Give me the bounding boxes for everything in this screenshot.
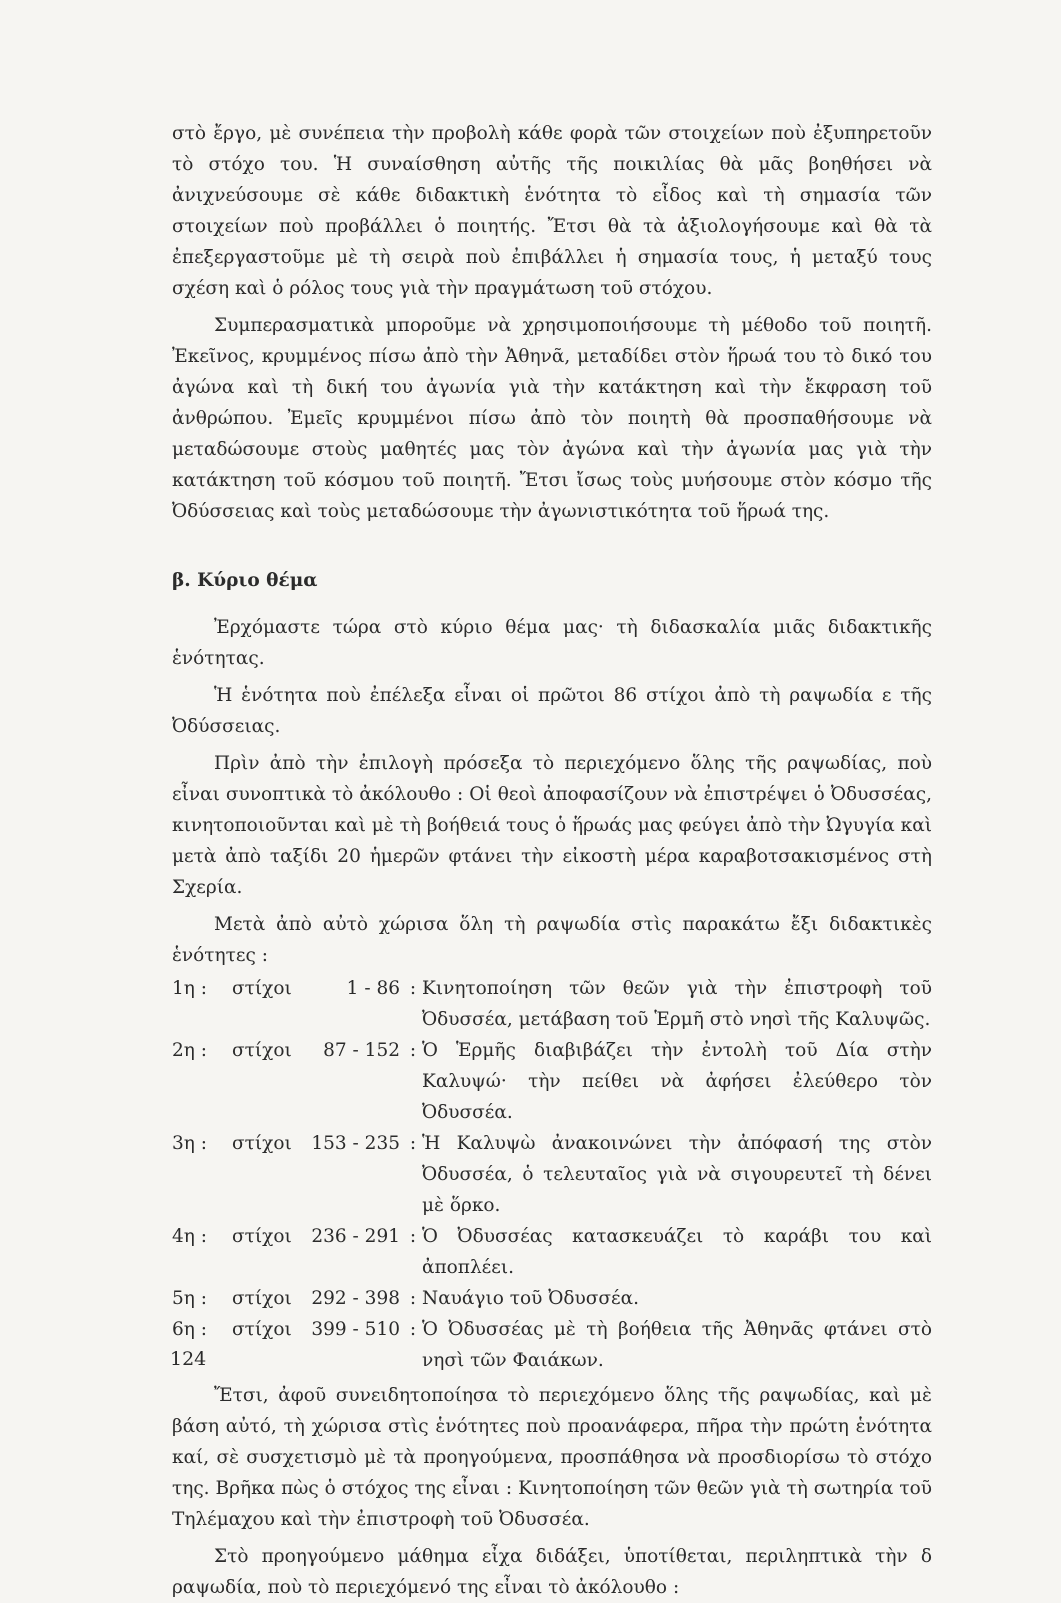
- paragraph: Ἡ ἑνότητα ποὺ ἐπέλεξα εἶναι οἱ πρῶτοι 86 στίχοι ἀπὸ τὴ ραψωδία ε τῆς Ὀδύσσειας.: [172, 685, 932, 737]
- unit-colon: :: [409, 1319, 417, 1340]
- unit-label: 5η :: [172, 1288, 207, 1309]
- unit-range: 1 - 86: [346, 978, 400, 999]
- paragraph: Στὸ προηγούμενο μάθημα εἶχα διδάξει, ὑποτίθεται, περιληπτικὰ τὴν δ ραψωδία, ποὺ τὸ περιεχόμενό της εἶναι τὸ ἀκόλουθο :: [172, 1546, 932, 1598]
- unit-row: [172, 1035, 932, 1128]
- unit-range: 87 - 152: [323, 1040, 400, 1061]
- units-list: [172, 973, 932, 1376]
- page-number: 124: [170, 1348, 207, 1370]
- unit-description: Ἡ Καλυψὼ ἀνακοινώνει τὴν ἀπόφασή της στὸν Ὀδυσσέα, ὁ τελευταῖος γιὰ νὰ σιγουρευτεῖ τὴ δένει μὲ ὅρκο.: [422, 1133, 932, 1216]
- unit-colon: :: [409, 1133, 417, 1154]
- unit-label: 4η :: [172, 1226, 207, 1247]
- paragraph: Ἐρχόμαστε τώρα στὸ κύριο θέμα μας· τὴ διδασκαλία μιᾶς διδακτικῆς ἑνότητας.: [172, 617, 932, 669]
- paragraph: Συμπερασματικὰ μποροῦμε νὰ χρησιμοποιήσουμε τὴ μέθοδο τοῦ ποιητῆ. Ἐκεῖνος, κρυμμένος πίσω ἀπὸ τὴν Ἀθηνᾶ, μεταδίδει στὸν ἥρωά του τὸ δικό του ἀγώνα καὶ τὴ δική του ἀγωνία γιὰ τὴν κατάκτηση καὶ τὴν ἔκφραση τοῦ ἀνθρώπου. Ἐμεῖς κρυμμένοι πίσω ἀπὸ τὸν ποιητὴ θὰ προσπαθήσουμε νὰ μεταδώσουμε στοὺς μαθητές μας τὸν ἀγώνα καὶ τὴν ἀγωνία μας γιὰ τὴν κατάκτηση τοῦ κόσμου τοῦ ποιητῆ. Ἔτσι ἴσως τοὺς μυήσουμε στὸν κόσμο τῆς Ὀδύσσειας καὶ τοὺς μεταδώσουμε τὴν ἀγωνιστικότητα τοῦ ἥρωά της.: [172, 315, 932, 522]
- unit-description: Ὁ Ὀδυσσέας κατασκευάζει τὸ καράβι του καὶ ἀποπλέει.: [422, 1226, 932, 1278]
- unit-row: [172, 973, 932, 1035]
- unit-range: 236 - 291: [311, 1226, 400, 1247]
- unit-description: Ὁ Ἑρμῆς διαβιβάζει τὴν ἐντολὴ τοῦ Δία στὴν Καλυψώ· τὴν πείθει νὰ ἀφήσει ἐλεύθερο τὸν Ὀδυσσέα.: [422, 1040, 932, 1123]
- unit-colon: :: [409, 978, 417, 999]
- unit-word: στίχοι: [232, 1133, 292, 1154]
- unit-word: στίχοι: [232, 978, 292, 999]
- unit-label: 3η :: [172, 1133, 207, 1154]
- unit-word: στίχοι: [232, 1040, 292, 1061]
- unit-label: 6η :: [172, 1319, 207, 1340]
- unit-word: στίχοι: [232, 1288, 292, 1309]
- unit-word: στίχοι: [232, 1226, 292, 1247]
- unit-word: στίχοι: [232, 1319, 292, 1340]
- paragraph: στὸ ἔργο, μὲ συνέπεια τὴν προβολὴ κάθε φορὰ τῶν στοιχείων ποὺ ἐξυπηρετοῦν τὸ στόχο του. Ἡ συναίσθηση αὐτῆς τῆς ποικιλίας θὰ μᾶς βοηθήσει νὰ ἀνιχνεύσουμε σὲ κάθε διδακτικὴ ἑνότητα τὸ εἶδος καὶ τὴ σημασία τῶν στοιχείων ποὺ προβάλλει ὁ ποιητής. Ἔτσι θὰ τὰ ἀξιολογήσουμε καὶ θὰ τὰ ἐπεξεργαστοῦμε μὲ τὴ σειρὰ ποὺ ἐπιβάλλει ἡ σημασία τους, ἡ μεταξύ τους σχέση καὶ ὁ ρόλος τους γιὰ τὴν πραγμάτωση τοῦ στόχου.: [172, 123, 932, 299]
- unit-colon: :: [409, 1040, 417, 1061]
- unit-description: Ναυάγιο τοῦ Ὀδυσσέα.: [422, 1288, 640, 1309]
- unit-row: [172, 1128, 932, 1221]
- unit-row: [172, 1283, 932, 1314]
- page-body: [172, 118, 932, 1603]
- unit-range: 399 - 510: [311, 1319, 400, 1340]
- unit-range: 292 - 398: [311, 1288, 400, 1309]
- unit-row: [172, 1314, 932, 1376]
- paragraph: Ἔτσι, ἀφοῦ συνειδητοποίησα τὸ περιεχόμενο ὅλης τῆς ραψωδίας, καὶ μὲ βάση αὐτό, τὴ χώρισα στὶς ἑνότητες ποὺ προανάφερα, πῆρα τὴν πρώτη ἑνότητα καί, σὲ συσχετισμὸ μὲ τὰ προηγούμενα, προσπάθησα νὰ προσδιορίσω τὸ στόχο της. Βρῆκα πὼς ὁ στόχος της εἶναι : Κινητοποίηση τῶν θεῶν γιὰ τὴ σωτηρία τοῦ Τηλέμαχου καὶ τὴν ἐπιστροφὴ τοῦ Ὀδυσσέα.: [172, 1385, 932, 1530]
- paragraph: Μετὰ ἀπὸ αὐτὸ χώρισα ὅλη τὴ ραψωδία στὶς παρακάτω ἔξι διδακτικὲς ἑνότητες :: [172, 914, 932, 966]
- section-heading: β. Κύριο θέμα: [172, 570, 318, 591]
- unit-description: Ὁ Ὀδυσσέας μὲ τὴ βοήθεια τῆς Ἀθηνᾶς φτάνει στὸ νησὶ τῶν Φαιάκων.: [422, 1319, 932, 1371]
- unit-description: Κινητοποίηση τῶν θεῶν γιὰ τὴν ἐπιστροφὴ τοῦ Ὀδυσσέα, μετάβαση τοῦ Ἑρμῆ στὸ νησὶ τῆς Καλυψῶς.: [422, 978, 932, 1030]
- unit-label: 2η :: [172, 1040, 207, 1061]
- unit-colon: :: [409, 1288, 417, 1309]
- unit-label: 1η :: [172, 978, 207, 999]
- unit-colon: :: [409, 1226, 417, 1247]
- unit-row: [172, 1221, 932, 1283]
- paragraph: Πρὶν ἀπὸ τὴν ἐπιλογὴ πρόσεξα τὸ περιεχόμενο ὅλης τῆς ραψωδίας, ποὺ εἶναι συνοπτικὰ τὸ ἀκόλουθο : Οἱ θεοὶ ἀποφασίζουν νὰ ἐπιστρέψει ὁ Ὀδυσσέας, κινητοποιοῦνται καὶ μὲ τὴ βοήθειά τους ὁ ἥρωάς μας φεύγει ἀπὸ τὴν Ὠγυγία καὶ μετὰ ἀπὸ ταξίδι 20 ἡμερῶν φτάνει τὴν εἰκοστὴ μέρα καραβοτσακισμένος στὴ Σχερία.: [172, 753, 932, 898]
- unit-range: 153 - 235: [311, 1133, 400, 1154]
